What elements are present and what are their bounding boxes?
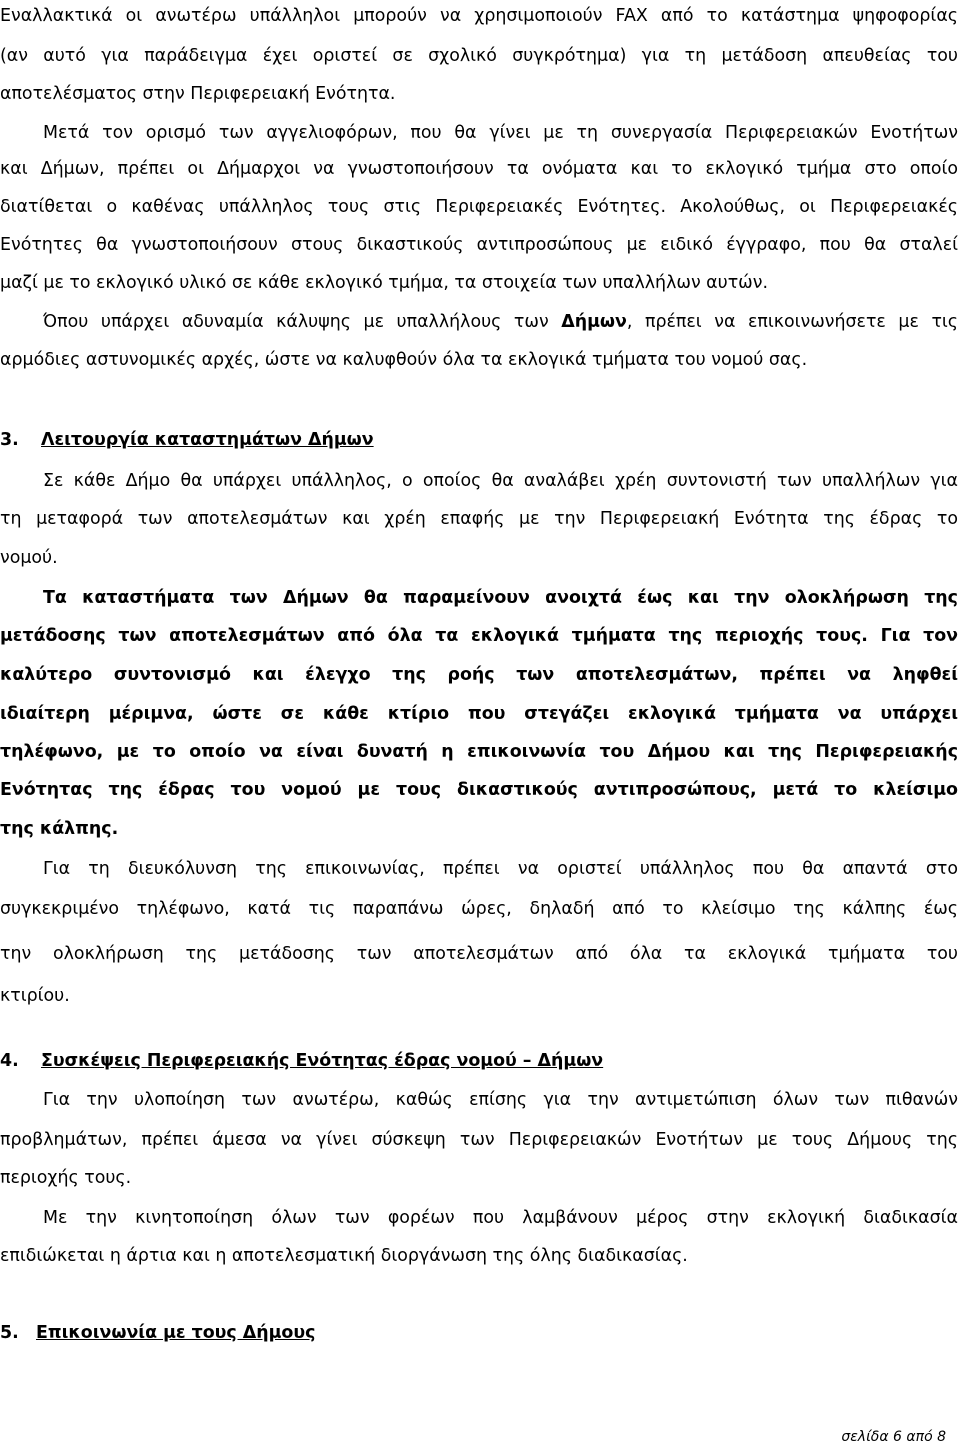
section-number: 5.: [0, 1323, 19, 1343]
emphasis-text: Δήμων: [561, 312, 627, 332]
body-line: Σε κάθε Δήμο θα υπάρχει υπάλληλος, ο οποίος θα αναλάβει χρέη συντονιστή των υπαλλήλων για: [43, 471, 958, 491]
body-line: αποτελέσματος στην Περιφερειακή Ενότητα.: [0, 84, 396, 104]
section-title: Λειτουργία καταστημάτων Δήμων: [41, 430, 374, 450]
body-line: (αν αυτό για παράδειγμα έχει οριστεί σε σχολικό συγκρότημα) για τη μετάδοση απευθείας του: [0, 46, 958, 66]
section-heading-5: [0, 1323, 958, 1343]
section-heading-4: [0, 1051, 958, 1071]
section-title: Συσκέψεις Περιφερειακής Ενότητας έδρας νομού – Δήμων: [41, 1051, 604, 1071]
bold-line: Τα καταστήματα των Δήμων θα παραμείνουν ανοιχτά έως και την ολοκλήρωση της: [43, 588, 958, 608]
bold-line: της κάλπης.: [0, 819, 119, 839]
page-number-footer: σελίδα 6 από 8: [841, 1429, 946, 1445]
body-line: περιοχής τους.: [0, 1168, 132, 1188]
body-line: τη μεταφορά των αποτελεσμάτων και χρέη επαφής με την Περιφερειακή Ενότητα της έδρας το: [0, 509, 958, 529]
body-line: [43, 312, 958, 332]
body-line: μαζί με το εκλογικό υλικό σε κάθε εκλογικό τμήμα, τα στοιχεία των υπαλλήλων αυτών.: [0, 273, 768, 293]
bold-line: καλύτερο συντονισμό και έλεγχο της ροής των αποτελεσμάτων, πρέπει να ληφθεί: [0, 665, 958, 685]
body-line: κτιρίου.: [0, 986, 70, 1006]
body-line: προβλημάτων, πρέπει άμεσα να γίνει σύσκεψη των Περιφερειακών Ενοτήτων με τους Δήμους της: [0, 1130, 958, 1150]
body-line: Με την κινητοποίηση όλων των φορέων που λαμβάνουν μέρος στην εκλογική διαδικασία: [43, 1208, 958, 1228]
body-line: διατίθεται ο καθένας υπάλληλος τους στις Περιφερειακές Ενότητες. Ακολούθως, οι Περιφερειακές: [0, 197, 958, 217]
section-heading-3: [0, 430, 958, 450]
body-line: συγκεκριμένο τηλέφωνο, κατά τις παραπάνω ώρες, δηλαδή από το κλείσιμο της κάλπης έως: [0, 899, 958, 919]
body-line: αρμόδιες αστυνομικές αρχές, ώστε να καλυφθούν όλα τα εκλογικά τμήματα του νομού σας.: [0, 350, 808, 370]
bold-line: ιδιαίτερη μέριμνα, ώστε σε κάθε κτίριο που στεγάζει εκλογικά τμήματα να υπάρχει: [0, 704, 958, 724]
body-text: , πρέπει να επικοινωνήσετε με τις: [626, 312, 958, 332]
body-line: Για την υλοποίηση των ανωτέρω, καθώς επίσης για την αντιμετώπιση όλων των πιθανών: [43, 1090, 958, 1110]
body-text: Όπου υπάρχει αδυναμία κάλυψης με υπαλλήλους των: [43, 312, 562, 332]
body-line: την ολοκλήρωση της μετάδοσης των αποτελεσμάτων από όλα τα εκλογικά τμήματα του: [0, 944, 958, 964]
body-line: νομού.: [0, 548, 58, 568]
body-line: Μετά τον ορισμό των αγγελιοφόρων, που θα γίνει με τη συνεργασία Περιφερειακών Ενοτήτων: [43, 123, 958, 143]
section-title: Επικοινωνία με τους Δήμους: [36, 1323, 316, 1343]
body-line: Για τη διευκόλυνση της επικοινωνίας, πρέπει να οριστεί υπάλληλος που θα απαντά στο: [43, 859, 958, 879]
bold-line: μετάδοσης των αποτελεσμάτων από όλα τα εκλογικά τμήματα της περιοχής τους. Για τον: [0, 626, 958, 646]
body-line: Ενότητες θα γνωστοποιήσουν στους δικαστικούς αντιπροσώπους με ειδικό έγγραφο, που θα σταλεί: [0, 235, 958, 255]
body-line: και Δήμων, πρέπει οι Δήμαρχοι να γνωστοποιήσουν τα ονόματα και το εκλογικό τμήμα στο οποίο: [0, 159, 958, 179]
bold-line: Ενότητας της έδρας του νομού με τους δικαστικούς αντιπροσώπους, μετά το κλείσιμο: [0, 780, 958, 800]
section-number: 3.: [0, 430, 19, 450]
bold-line: τηλέφωνο, με το οποίο να είναι δυνατή η επικοινωνία του Δήμου και της Περιφερειακής: [0, 742, 958, 762]
body-line: Εναλλακτικά οι ανωτέρω υπάλληλοι μπορούν να χρησιμοποιούν FAX από το κατάστημα ψηφοφορίας: [0, 6, 958, 26]
body-line: επιδιώκεται η άρτια και η αποτελεσματική διοργάνωση της όλης διαδικασίας.: [0, 1246, 688, 1266]
section-number: 4.: [0, 1051, 19, 1071]
